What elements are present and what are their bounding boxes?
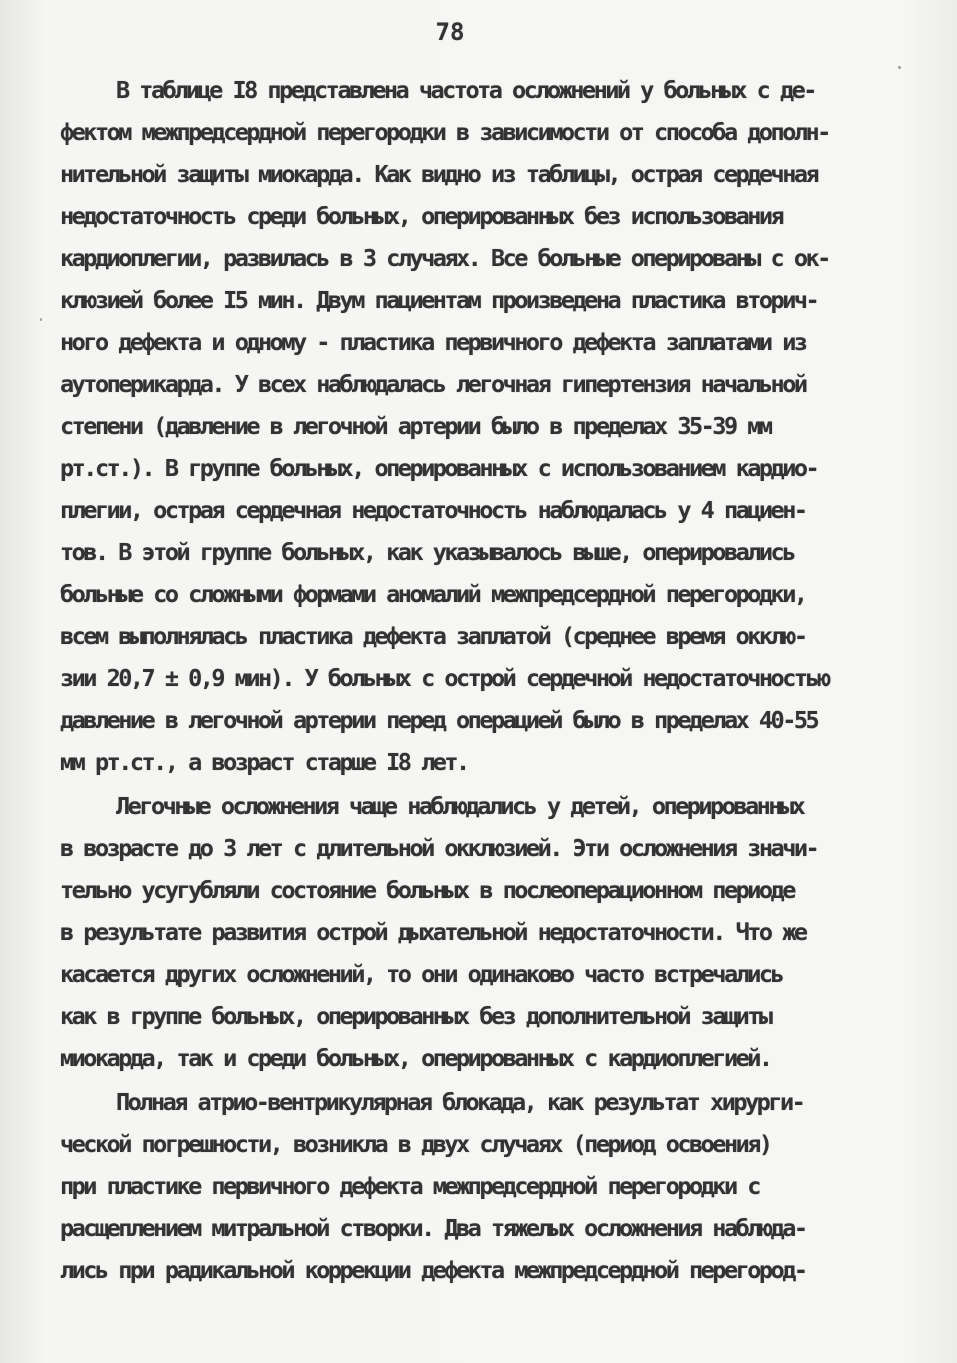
text-line: клюзией более I5 мин. Двум пациентам произведена пластика вторич- [60,286,818,314]
text-line: давление в легочной артерии перед операцией было в пределах 40-55 [60,706,818,734]
text-line: аутоперикарда. У всех наблюдалась легочная гипертензия начальной [60,370,806,398]
text-line: Полная атрио-вентрикулярная блокада, как результат хирурги- [116,1088,804,1116]
text-line: тов. В этой группе больных, как указывалось выше, оперировались [60,538,794,566]
text-line: ческой погрешности, возникла в двух случаях (период освоения) [60,1130,771,1158]
text-line: тельно усугубляли состояние больных в послеоперационном периоде [60,876,794,904]
text-line: Легочные осложнения чаще наблюдались у детей, оперированных [116,792,804,820]
text-line: в результате развития острой дыхательной недостаточности. Что же [60,918,806,946]
text-line: касается других осложнений, то они одинаково часто встречались [60,960,783,988]
text-line: мм рт.ст., а возраст старше I8 лет. [60,748,468,776]
text-line: зии 20,7 ± 0,9 мин). У больных с острой сердечной недостаточностью [60,664,829,692]
text-line: в возрасте до 3 лет с длительной окклюзией. Эти осложнения значи- [60,834,818,862]
text-line: кардиоплегии, развилась в 3 случаях. Все больные оперированы с ок- [60,244,829,272]
text-line: больные со сложными формами аномалий межпредсердной перегородки, [60,580,806,608]
text-line: плегии, острая сердечная недостаточность наблюдалась у 4 пациен- [60,496,806,524]
text-line: рт.ст.). В группе больных, оперированных с использованием кардио- [60,454,818,482]
text-line: расщеплением митральной створки. Два тяжелых осложнения наблюда- [60,1214,806,1242]
text-line: лись при радикальной коррекции дефекта межпредсердной перегород- [60,1256,806,1284]
scan-speck [40,318,42,321]
text-line: как в группе больных, оперированных без дополнительной защиты [60,1002,771,1030]
scan-speck [898,66,901,69]
text-line: недостаточность среди больных, оперированных без использования [60,202,783,230]
text-line: В таблице I8 представлена частота осложнений у больных с де- [116,76,815,104]
text-line: фектом межпредсердной перегородки в зависимости от способа дополн- [60,118,829,146]
text-line: нительной защиты миокарда. Как видно из таблицы, острая сердечная [60,160,818,188]
text-line: степени (давление в легочной артерии было в пределах 35-39 мм [60,412,771,440]
text-line: миокарда, так и среди больных, оперированных с кардиоплегией. [60,1044,771,1072]
page-number: 78 [435,18,465,46]
text-line: при пластике первичного дефекта межпредсердной перегородки с [60,1172,759,1200]
text-line: ного дефекта и одному - пластика первичного дефекта заплатами из [60,328,806,356]
text-line: всем выполнялась пластика дефекта заплатой (среднее время окклю- [60,622,806,650]
